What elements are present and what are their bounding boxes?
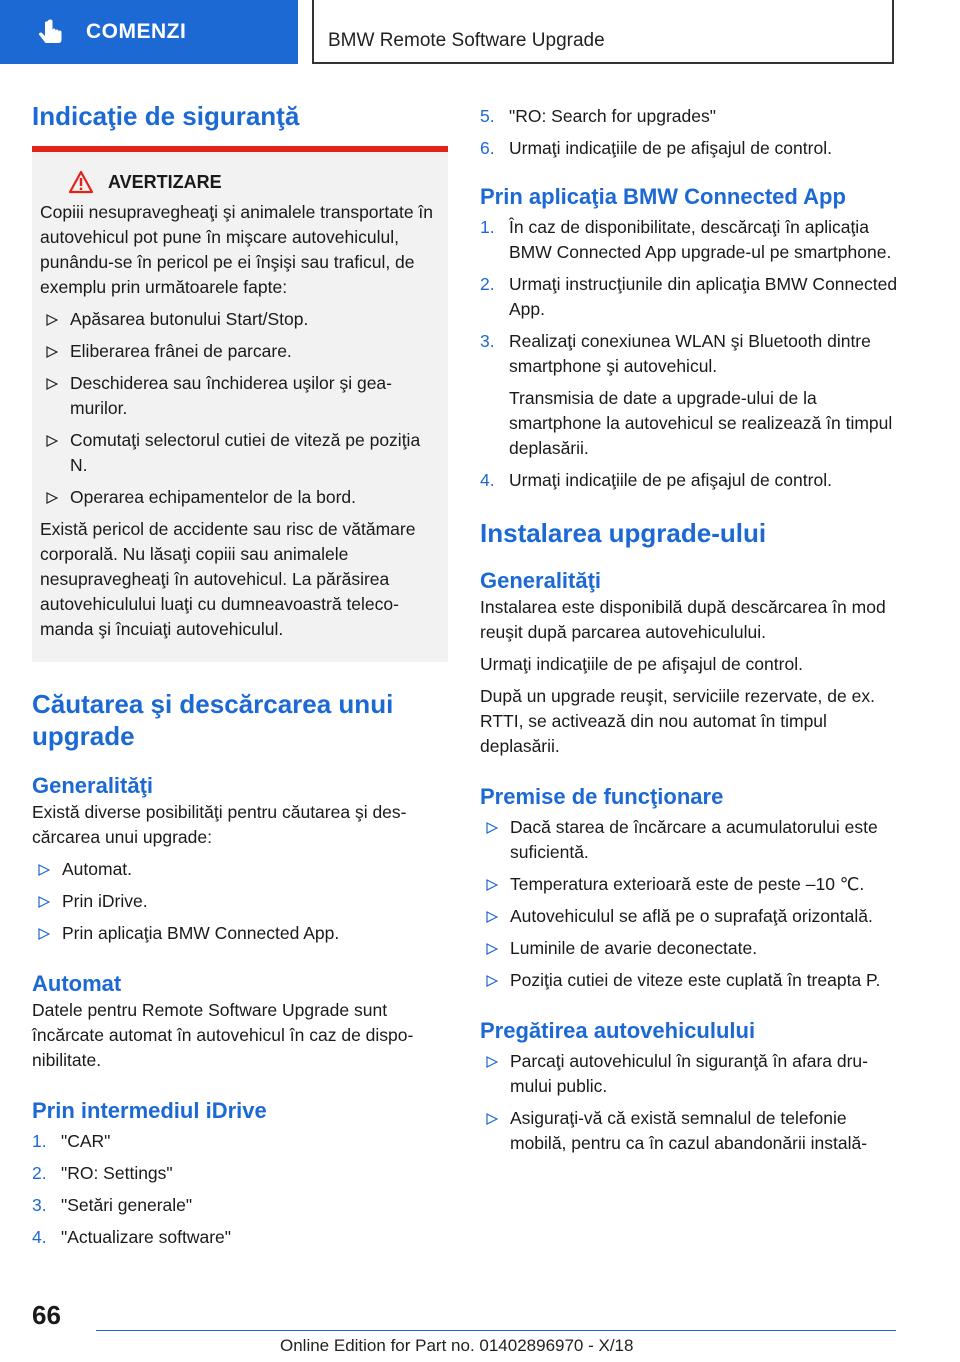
- warning-intro: Copiii nesupravegheaţi şi animalele transportate în autovehicul pot pune în mişcare autovehiculul, punându-se în pericol pe ei înşişi sau traficul, de exemplu prin următoarele fapte:: [40, 202, 434, 297]
- list-item: Parcaţi autovehiculul în siguranţă în afara drumului public.: [480, 1049, 900, 1099]
- list-item: Luminile de avarie deconectate.: [480, 936, 900, 961]
- list-item: 6. Urmaţi indicaţiile de pe afişajul de control.: [480, 138, 832, 158]
- idrive-steps: [32, 1129, 448, 1250]
- heading-safety: Indicaţie de siguranţă: [32, 101, 300, 131]
- install-text-2: Urmaţi indicaţiile de pe afişajul de control.: [480, 654, 803, 674]
- list-item: Prin iDrive.: [32, 889, 448, 914]
- heading-install: Instalarea upgrade-ului: [480, 518, 767, 548]
- list-item: Comutaţi selectorul cutiei de viteză pe poziţia N.: [40, 428, 440, 478]
- list-item: 3. Realizaţi conexiunea WLAN şi Bluetooth dintre smartphone şi autovehicul. Transmisia de date a upgrade-ului de la smartphone la autovehicul se realizează în timpul deplasării.: [480, 329, 900, 461]
- triangle-bullet-icon: [486, 911, 498, 923]
- heading-idrive: Prin intermediul iDrive: [32, 1098, 267, 1123]
- app-steps: [480, 215, 900, 493]
- footer-edition: Online Edition for Part no. 01402896970 - X/18: [280, 1336, 634, 1355]
- heading-general: Generalităţi: [32, 773, 154, 798]
- right-column: [480, 104, 900, 1156]
- list-item: Apăsarea butonului Start/Stop.: [40, 307, 440, 332]
- list-item: 4. "Actualizare software": [32, 1227, 231, 1247]
- list-item: Poziţia cutiei de viteze este cuplată în treapta P.: [480, 968, 900, 993]
- list-item: 4. Urmaţi indicaţiile de pe afişajul de control.: [480, 470, 832, 490]
- idrive-steps-continued: [480, 104, 900, 161]
- triangle-bullet-icon: [46, 346, 58, 358]
- list-item: Prin aplicaţia BMW Connected App.: [32, 921, 448, 946]
- heading-vehicle-prep: Pregătirea autovehiculului: [480, 1018, 756, 1043]
- triangle-bullet-icon: [46, 314, 58, 326]
- general-text: Există diverse posibilităţi pentru căutarea şi descărcarea unui upgrade:: [32, 802, 407, 847]
- heading-general-2: Generalităţi: [480, 568, 602, 593]
- warning-outro: Există pericol de accidente sau risc de vătămare corporală. Nu lăsaţi copiii sau animalele nesupravegheaţi în autovehicul. La părăsirea autovehiculului luaţi cu dumneavoastră telecomanda şi încuiaţi autovehiculul.: [40, 519, 416, 639]
- triangle-bullet-icon: [486, 1113, 498, 1125]
- left-column: [32, 100, 448, 1250]
- warning-header: [40, 170, 440, 194]
- triangle-bullet-icon: [486, 943, 498, 955]
- list-item: Asiguraţi-vă că există semnalul de telefonie mobilă, pentru ca în cazul abandonării instală-: [480, 1106, 900, 1156]
- heading-connected-app: Prin aplicaţia BMW Connected App: [480, 184, 846, 209]
- warning-list: [40, 307, 440, 510]
- automatic-text: Datele pentru Remote Software Upgrade sunt încărcate automat în autovehicul în caz de disponibilitate.: [32, 1000, 414, 1070]
- list-item: Autovehiculul se află pe o suprafaţă orizontală.: [480, 904, 900, 929]
- install-text-1: Instalarea este disponibilă după descărcarea în mod reuşit după parcarea autovehiculului.: [480, 597, 886, 642]
- list-item: 5. "RO: Search for upgrades": [480, 106, 716, 126]
- step-note: Transmisia de date a upgrade-ului de la smartphone la autovehicul se realizează în timpul deplasării.: [509, 388, 893, 458]
- heading-prerequisites: Premise de funcţionare: [480, 784, 724, 809]
- list-item: Dacă starea de încărcare a acumulatorului este suficientă.: [480, 815, 900, 865]
- list-item: 2. Urmaţi instrucţiunile din aplicaţia BMW Connected App.: [480, 274, 898, 319]
- heading-search-download: Căutarea şi descărcarea unui upgrade: [32, 689, 394, 751]
- list-item: 1. În caz de disponibilitate, descărcaţi în aplicaţia BMW Connected App upgrade-ul pe smartphone.: [480, 217, 892, 262]
- triangle-bullet-icon: [46, 378, 58, 390]
- general-list: [32, 857, 448, 946]
- list-item: Eliberarea frânei de parcare.: [40, 339, 440, 364]
- triangle-bullet-icon: [486, 879, 498, 891]
- footer-divider: [96, 1330, 896, 1331]
- triangle-bullet-icon: [38, 928, 50, 940]
- triangle-bullet-icon: [486, 822, 498, 834]
- chapter-tab-label: COMENZI: [86, 20, 187, 43]
- triangle-bullet-icon: [486, 975, 498, 987]
- page-number: 66: [32, 1300, 61, 1330]
- list-item: 2. "RO: Settings": [32, 1163, 173, 1183]
- list-item: Deschiderea sau închiderea uşilor şi geamurilor.: [40, 371, 440, 421]
- triangle-bullet-icon: [486, 1056, 498, 1068]
- heading-automatic: Automat: [32, 971, 122, 996]
- list-item: Operarea echipamentelor de la bord.: [40, 485, 440, 510]
- triangle-bullet-icon: [46, 435, 58, 447]
- list-item: 1. "CAR": [32, 1131, 111, 1151]
- vehicle-prep-list: [480, 1049, 900, 1156]
- install-text-3: După un upgrade reuşit, serviciile rezervate, de ex. RTTI, se activează din nou automat în timpul deplasării.: [480, 686, 875, 756]
- list-item: Temperatura exterioară este de peste –10 ℃.: [480, 872, 900, 897]
- triangle-bullet-icon: [38, 864, 50, 876]
- triangle-bullet-icon: [38, 896, 50, 908]
- warning-triangle-icon: [68, 170, 94, 194]
- list-item: Automat.: [32, 857, 448, 882]
- warning-box: [32, 146, 448, 662]
- hand-pointer-icon: [36, 18, 66, 48]
- chapter-tab: [0, 0, 298, 64]
- chapter-title-box: [312, 0, 894, 64]
- triangle-bullet-icon: [46, 492, 58, 504]
- prerequisites-list: [480, 815, 900, 993]
- warning-title: AVERTIZARE: [108, 171, 222, 192]
- list-item: 3. "Setări generale": [32, 1195, 193, 1215]
- chapter-title: BMW Remote Software Upgrade: [328, 30, 605, 51]
